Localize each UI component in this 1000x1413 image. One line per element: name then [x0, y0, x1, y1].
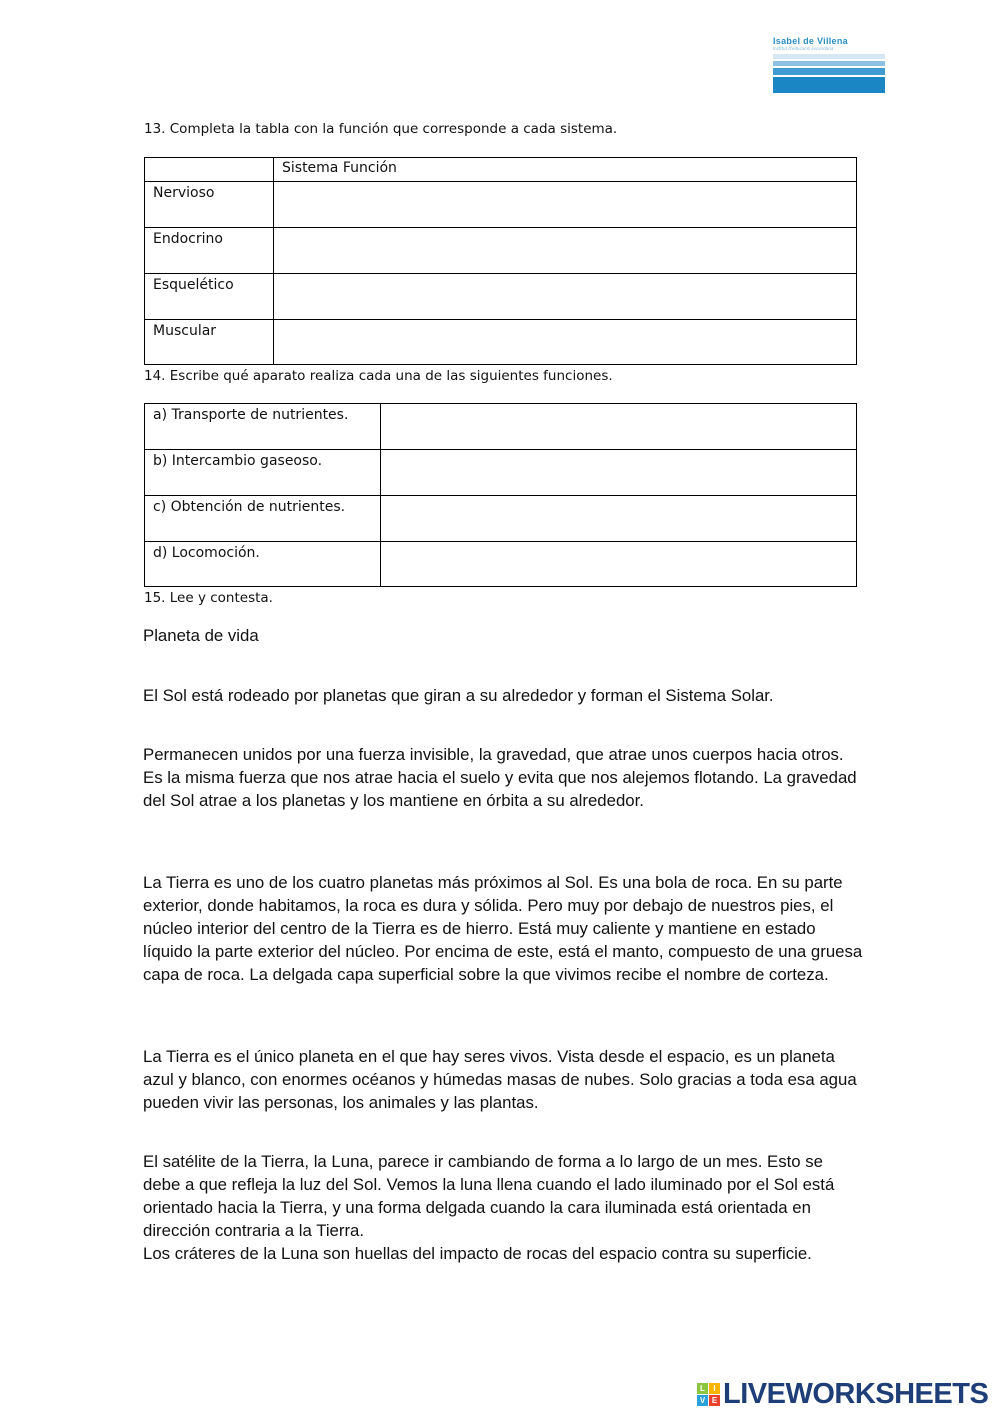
function-label: a) Transporte de nutrientes. [145, 404, 381, 450]
answer-cell[interactable] [381, 496, 857, 542]
answer-cell[interactable] [274, 182, 857, 228]
systems-table [144, 157, 857, 365]
badge-letter: E [709, 1395, 720, 1406]
badge-letter: I [709, 1383, 720, 1394]
badge-letter: V [697, 1395, 708, 1406]
system-label: Muscular [145, 320, 274, 365]
table-header: Sistema Función [274, 158, 857, 182]
question-15-title: 15. Lee y contesta. [144, 590, 273, 606]
answer-cell[interactable] [381, 404, 857, 450]
functions-table [144, 403, 857, 587]
reading-title: Planeta de vida [143, 626, 259, 645]
reading-paragraph: La Tierra es el único planeta en el que hay seres vivos. Vista desde el espacio, es un planeta azul y blanco, con enormes océanos y húmedas masas de nubes. Solo gracias a toda esa agua pueden vivir las personas, los animales y las plantas. [143, 1047, 857, 1112]
liveworksheets-brand: LIVEWORKSHEETS [723, 1378, 989, 1410]
function-label: c) Obtención de nutrientes. [145, 496, 381, 542]
reading-paragraph: Los cráteres de la Luna son huellas del impacto de rocas del espacio contra su superficie. [143, 1244, 812, 1263]
answer-cell[interactable] [381, 542, 857, 587]
reading-paragraph: Permanecen unidos por una fuerza invisible, la gravedad, que atrae unos cuerpos hacia otros. Es la misma fuerza que nos atrae hacia el suelo y evita que nos alejemos flotando. La gravedad del Sol atrae a los planetas y los mantiene en órbita a su alrededor. [143, 745, 857, 810]
system-label: Esquelético [145, 274, 274, 320]
function-label: b) Intercambio gaseoso. [145, 450, 381, 496]
system-label: Nervioso [145, 182, 274, 228]
answer-cell[interactable] [274, 274, 857, 320]
question-13-title: 13. Completa la tabla con la función que corresponde a cada sistema. [144, 121, 618, 137]
question-14-title: 14. Escribe qué aparato realiza cada una de las siguientes funciones. [144, 368, 613, 384]
function-label: d) Locomoción. [145, 542, 381, 587]
answer-cell[interactable] [274, 320, 857, 365]
reading-paragraph: El satélite de la Tierra, la Luna, parece ir cambiando de forma a lo largo de un mes. Esto se debe a que refleja la luz del Sol. Vemos la luna llena cuando el lado iluminado por el Sol está orientado hacia la Tierra, y una forma delgada cuando la cara iluminada está orientada en dirección contraria a la Tierra. [143, 1152, 835, 1240]
school-logo-subtitle: Institut d'educació secundària [773, 46, 834, 51]
school-logo-name: Isabel de Villena [773, 36, 848, 46]
badge-letter: L [697, 1383, 708, 1394]
school-logo [773, 36, 885, 96]
live-badge-icon [697, 1383, 720, 1406]
liveworksheets-logo [697, 1378, 988, 1411]
answer-cell[interactable] [381, 450, 857, 496]
reading-paragraph: El Sol está rodeado por planetas que giran a su alrededor y forman el Sistema Solar. [143, 686, 774, 705]
reading-paragraph: La Tierra es uno de los cuatro planetas más próximos al Sol. Es una bola de roca. En su parte exterior, donde habitamos, la roca es dura y sólida. Pero muy por debajo de nuestros pies, el núcleo interior del centro de la Tierra es de hierro. Está muy caliente y mantiene en estado líquido la parte exterior del núcleo. Por encima de este, está el manto, compuesto de una gruesa capa de roca. La delgada capa superficial sobre la que vivimos recibe el nombre de corteza. [143, 873, 863, 984]
system-label: Endocrino [145, 228, 274, 274]
answer-cell[interactable] [274, 228, 857, 274]
